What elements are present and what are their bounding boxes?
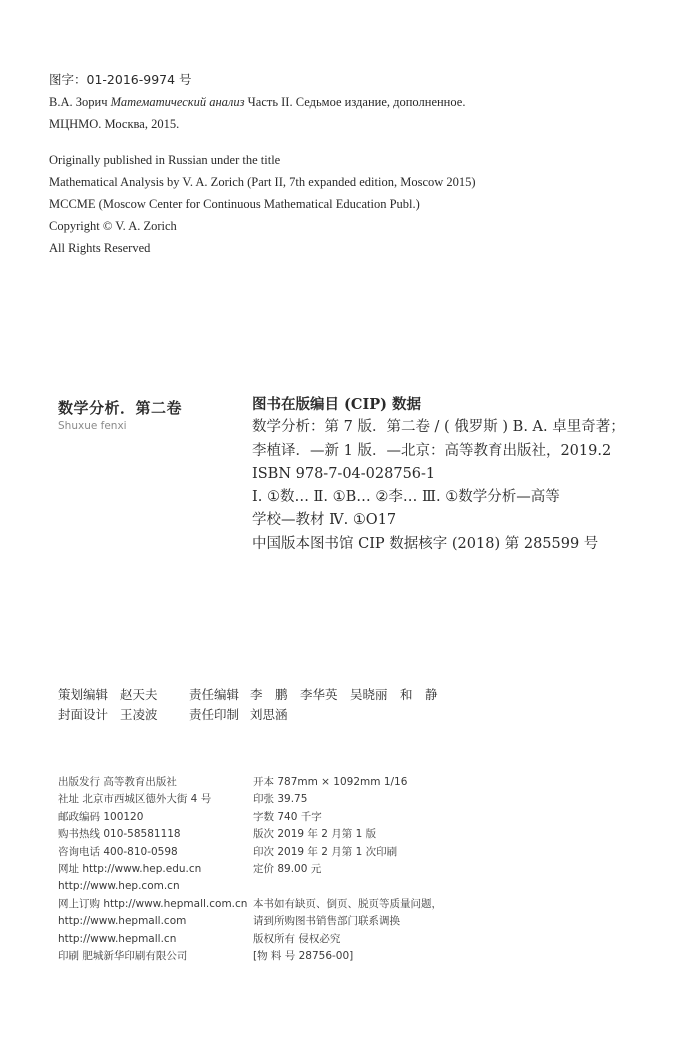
cip-line: 中国版本图书馆 CIP 数据核字 (2018) 第 285599 号 — [252, 535, 599, 552]
planning-editor-name: 赵天夫 — [120, 687, 158, 702]
staff-row — [58, 685, 438, 705]
english-notice-line: All Rights Reserved — [49, 241, 151, 255]
website: http://www.hep.com.cn — [58, 880, 180, 893]
spacer — [253, 878, 442, 895]
publisher-line: 出版发行 高等教育出版社 — [58, 776, 177, 788]
book-pinyin: Shuxue fenxi — [58, 420, 127, 432]
sales-hotline: 购书热线 010-58581118 — [58, 828, 181, 841]
publisher-address: 社址 北京市西城区德外大街 4 号 — [58, 793, 212, 806]
printer: 印刷 肥城新华印刷有限公司 — [58, 949, 188, 962]
original-title-line — [49, 91, 476, 113]
original-publisher: МЦНМО. Москва, 2015. — [49, 117, 180, 131]
printed-sheets: 印张 39.75 — [253, 793, 308, 806]
publisher-info-right — [253, 774, 442, 965]
impression: 印次 2019 年 2 月第 1 次印刷 — [253, 845, 398, 858]
original-title: Математический анализ — [110, 95, 245, 109]
copyright-reserved: 版权所有 侵权必究 — [253, 932, 341, 945]
cip-line: 李植译．—新 1 版．—北京：高等教育出版社，2019.2 — [252, 442, 612, 459]
edition: 版次 2019 年 2 月第 1 版 — [253, 828, 377, 841]
publisher-info-left — [58, 774, 247, 965]
copyright-registration-number: 图字：01-2016-9974 号 — [49, 72, 192, 87]
cover-designer-name: 王凌波 — [120, 707, 158, 722]
english-notice-line: Copyright © V. A. Zorich — [49, 219, 177, 233]
english-notice-line: Originally published in Russian under the title — [49, 153, 281, 167]
postal-code: 邮政编码 100120 — [58, 810, 144, 823]
staff-credits — [58, 685, 438, 725]
print-supervisor-name: 刘思涵 — [250, 707, 288, 722]
quality-notice: 本书如有缺页、倒页、脱页等质量问题， — [253, 897, 442, 910]
original-author: В.А. Зорич — [49, 95, 108, 109]
word-count: 字数 740 千字 — [253, 810, 322, 823]
online-order: 网上订购 http://www.hepmall.com.cn — [58, 897, 248, 910]
cip-line: 数学分析：第 7 版．第二卷 / ( 俄罗斯 ) B. A. 卓里奇著； — [252, 419, 625, 436]
cip-data — [252, 393, 625, 556]
format-size: 开本 787mm × 1092mm 1/16 — [253, 776, 408, 788]
online-order-url: http://www.hepmall.cn — [58, 932, 177, 945]
responsible-editor-label: 责任编辑 — [189, 687, 240, 702]
english-notice-line: Mathematical Analysis by V. A. Zorich (Part II, 7th expanded edition, Moscow 2015) — [49, 175, 476, 189]
cip-line: ISBN 978-7-04-028756-1 — [252, 465, 436, 482]
cip-heading: 图书在版编目 (CIP) 数据 — [252, 396, 422, 413]
material-number: [物 料 号 28756-00] — [253, 949, 354, 962]
copyright-notice — [49, 69, 476, 259]
cover-designer-label: 封面设计 — [58, 707, 109, 722]
staff-row — [58, 705, 438, 725]
english-notice-line: MCCME (Moscow Center for Continuous Mathematical Education Publ.) — [49, 197, 420, 211]
book-title: 数学分析．第二卷 — [58, 399, 183, 417]
price: 定价 89.00 元 — [253, 862, 322, 875]
inquiry-phone: 咨询电话 400-810-0598 — [58, 845, 178, 858]
website: 网址 http://www.hep.edu.cn — [58, 862, 202, 875]
exchange-notice: 请到所购图书销售部门联系调换 — [253, 915, 400, 928]
print-supervisor-label: 责任印制 — [189, 707, 240, 722]
online-order-url: http://www.hepmall.com — [58, 915, 187, 928]
original-title-rest: Часть II. Седьмое издание, дополненное. — [244, 95, 466, 109]
responsible-editor-names: 李 鹏 李华英 吴晓丽 和 静 — [250, 687, 438, 702]
planning-editor-label: 策划编辑 — [58, 687, 109, 702]
cip-line: 学校—教材 Ⅳ. ①O17 — [252, 512, 397, 529]
cip-line: Ⅰ. ①数… Ⅱ. ①B… ②李… Ⅲ. ①数学分析—高等 — [252, 489, 560, 506]
